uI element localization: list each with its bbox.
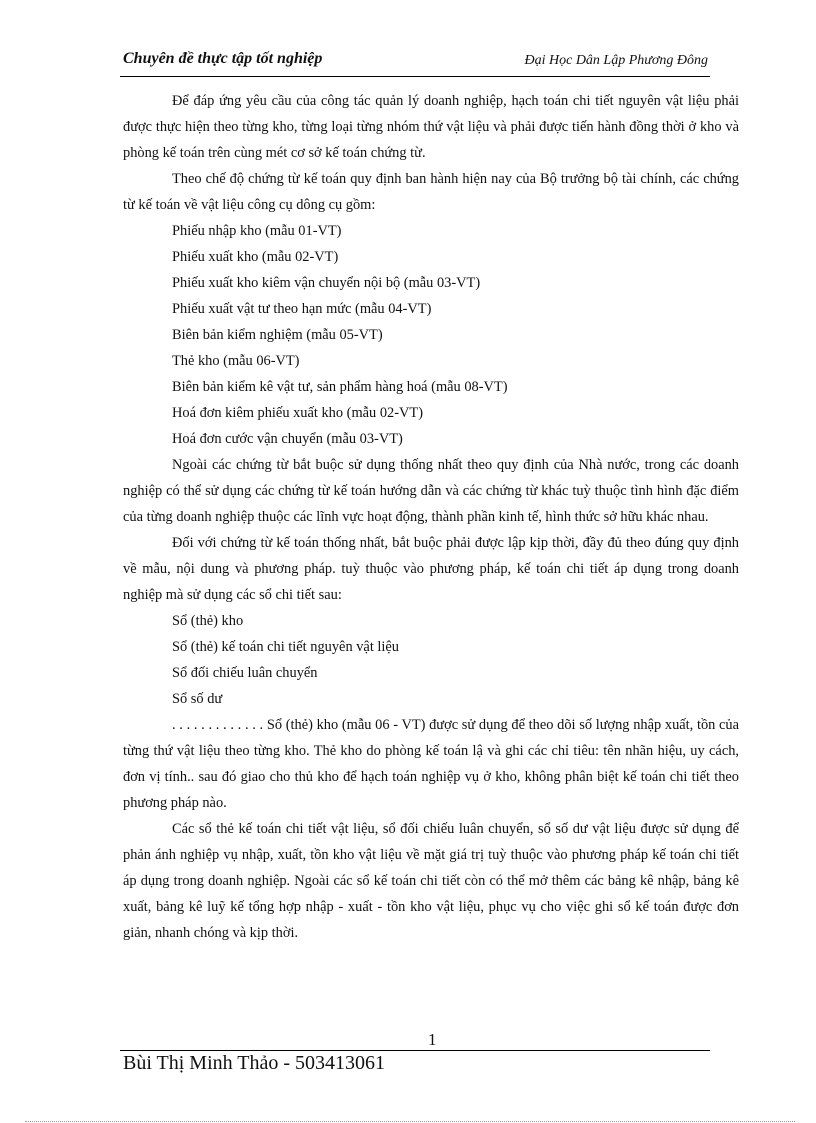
- paragraph-6: Các sổ thẻ kế toán chi tiết vật liệu, sổ đối chiếu luân chuyển, sổ số dư vật liệu được sử dụng để phản ánh nghiệp vụ nhập, xuất, tồn kho vật liệu về mặt giá trị tuỳ thuộc vào phương pháp kế toán chi tiết áp dụng trong doanh nghiệp. Ngoài các sổ kế toán chi tiết còn có thể mở thêm các bảng kê nhập, bảng kê xuất, bảng kê luỹ kế tổng hợp nhập - xuất - tồn kho vật liệu, phục vụ cho việc ghi sổ kế toán được đơn giản, nhanh chóng và kịp thời.: [123, 821, 739, 941]
- list-item: Hoá đơn cước vận chuyển (mẫu 03-VT): [172, 431, 403, 447]
- header-title: Chuyên đề thực tập tốt nghiệp: [123, 50, 323, 67]
- list-item: Phiếu xuất kho (mẫu 02-VT): [172, 249, 339, 265]
- list-item: Phiếu xuất vật tư theo hạn mức (mẫu 04-VT): [172, 301, 432, 317]
- page-number: 1: [428, 1030, 437, 1049]
- list-item: Sổ (thẻ) kho: [172, 613, 244, 629]
- list-item: Sổ số dư: [172, 691, 223, 707]
- list-item: Sổ đối chiếu luân chuyển: [172, 665, 318, 681]
- paragraph-3: Ngoài các chứng từ bắt buộc sử dụng thống nhất theo quy định của Nhà nước, trong các doanh nghiệp có thể sử dụng các chứng từ kế toán hướng dẫn và các chứng từ khác tuỳ thuộc tình hình đặc điểm của từng doanh nghiệp thuộc các lĩnh vực hoạt động, thành phần kinh tế, hình thức sở hữu khác nhau.: [123, 457, 739, 525]
- header-institution: Đại Học Dân Lập Phương Đông: [524, 53, 708, 68]
- list-item: Thẻ kho (mẫu 06-VT): [172, 353, 300, 369]
- page-edge-divider: [25, 1121, 795, 1122]
- list-item: Biên bản kiểm kê vật tư, sản phẩm hàng hoá (mẫu 08-VT): [172, 379, 508, 395]
- list-item: Hoá đơn kiêm phiếu xuất kho (mẫu 02-VT): [172, 405, 423, 421]
- footer-divider: [120, 1050, 710, 1051]
- footer-author: Bùi Thị Minh Thảo - 503413061: [123, 1052, 386, 1074]
- list-item: Phiếu nhập kho (mẫu 01-VT): [172, 223, 342, 239]
- document-body: [123, 88, 739, 946]
- page-header: [123, 50, 708, 74]
- list-item: Sổ (thẻ) kế toán chi tiết nguyên vật liệu: [172, 639, 399, 655]
- list-item: Biên bản kiểm nghiệm (mẫu 05-VT): [172, 327, 383, 343]
- paragraph-1: Để đáp ứng yêu cầu của công tác quản lý doanh nghiệp, hạch toán chi tiết nguyên vật liệu phải được thực hiện theo từng kho, từng loại từng nhóm thứ vật liệu và phải được tiến hành đồng thời ở kho và phòng kế toán trên cùng mét cơ sở kế toán chứng từ.: [123, 93, 739, 161]
- header-divider: [120, 76, 710, 77]
- list-item: Phiếu xuất kho kiêm vận chuyển nội bộ (mẫu 03-VT): [172, 275, 481, 291]
- paragraph-5: . . . . . . . . . . . . . Sổ (thẻ) kho (mẫu 06 - VT) được sử dụng để theo dõi số lượng nhập xuất, tồn của từng thứ vật liệu theo từng kho. Thẻ kho do phòng kế toán lậ và ghi các chỉ tiêu: tên nhãn hiệu, uy cách, đơn vị tính.. sau đó giao cho thủ kho để hạch toán nghiệp vụ ở kho, không phân biệt kế toán chi tiết theo phương pháp nào.: [123, 717, 739, 811]
- paragraph-2: Theo chế độ chứng từ kế toán quy định ban hành hiện nay của Bộ trưởng bộ tài chính, các chứng từ kế toán về vật liệu công cụ dông cụ gồm:: [123, 171, 739, 213]
- paragraph-4: Đối với chứng từ kế toán thống nhất, bắt buộc phải được lập kịp thời, đầy đủ theo đúng quy định về mẫu, nội dung và phương pháp. tuỳ thuộc vào phương pháp, kế toán chi tiết áp dụng trong doanh nghiệp mà sử dụng các sổ chi tiết sau:: [123, 535, 739, 603]
